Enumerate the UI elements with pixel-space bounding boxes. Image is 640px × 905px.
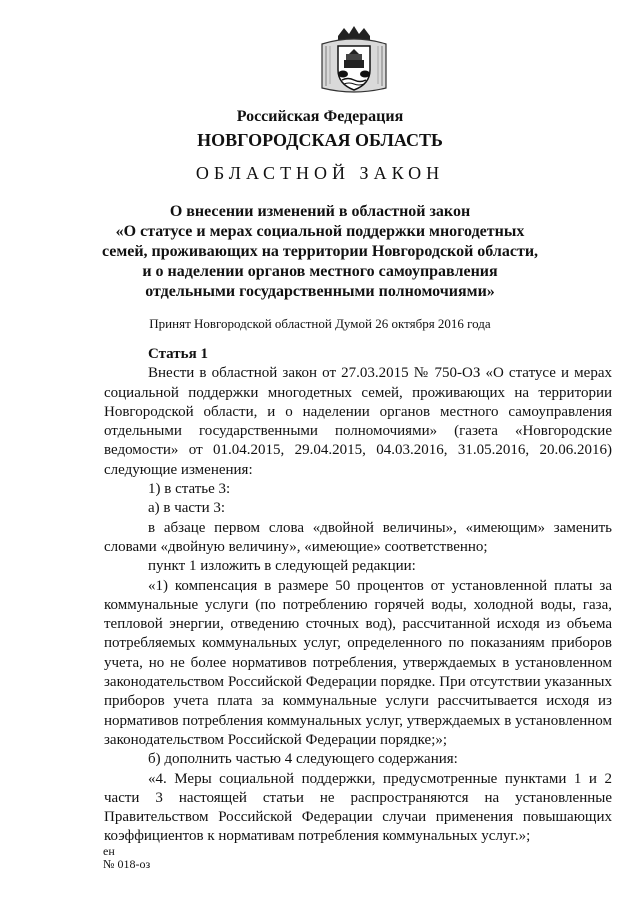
article-body bbox=[104, 345, 612, 847]
footer-initials: ен bbox=[103, 844, 115, 858]
country-name: Российская Федерация bbox=[236, 108, 404, 125]
article-paragraph: Внести в областной закон от 27.03.2015 № 750-ОЗ «О статусе и мерах социальной поддержки многодетных семей, проживающих на территории Новгородской области, и о наделении органов местного самоуправления отдельными государственными полномочиями» (газета «Новгородские ведомости» от 01.04.2015, 29.04.2015, 04.03.2016, 31.05.2016, 20.06.2016) следующие изменения: bbox=[104, 365, 612, 478]
article-paragraph: а) в части 3: bbox=[148, 500, 226, 517]
title-line: и о наделении органов местного самоуправления bbox=[142, 263, 498, 280]
coat-of-arms-icon bbox=[316, 22, 392, 98]
article-paragraph: «1) компенсация в размере 50 процентов от установленной платы за коммунальные услуги (по потреблению горячей воды, холодной воды, газа, тепловой энергии, отведению сточных вод), рассчитанной исходя из объема потребляемых коммунальных услуг, определенного по показаниям приборов учета, но не более нормативов потребления, утверждаемых в установленном законодательством Российской Федерации порядке. При отсутствии указанных приборов учета плата за коммунальные услуги рассчитывается исходя из нормативов потребления коммунальных услуг, утверждаемых в установленном законодательством Российской Федерации порядке;»; bbox=[104, 577, 612, 748]
document-type: ОБЛАСТНОЙ ЗАКОН bbox=[195, 163, 445, 183]
article-paragraph: в абзаце первом слова «двойной величины», «имеющим» заменить словами «двойную величину», «имеющие» соответственно; bbox=[104, 519, 612, 555]
law-title bbox=[100, 202, 540, 302]
title-line: отдельными государственными полномочиями» bbox=[145, 283, 495, 300]
adoption-note: Принят Новгородской областной Думой 26 октября 2016 года bbox=[149, 316, 491, 331]
article-paragraph: 1) в статье 3: bbox=[148, 481, 231, 498]
title-line: семей, проживающих на территории Новгородской области, bbox=[101, 243, 539, 260]
region-name: НОВГОРОДСКАЯ ОБЛАСТЬ bbox=[197, 130, 443, 150]
footer-number: № 018-оз bbox=[103, 857, 151, 871]
article-heading: Статья 1 bbox=[148, 346, 208, 362]
article-paragraph: пункт 1 изложить в следующей редакции: bbox=[148, 558, 416, 575]
article-paragraph: «4. Меры социальной поддержки, предусмотренные пунктами 1 и 2 части 3 настоящей статьи не распространяются на установленные Правительством Российской Федерации случаи применения повышающих коэффициентов к нормативам потребления коммунальных услуг.»; bbox=[104, 770, 612, 845]
title-line: «О статусе и мерах социальной поддержки многодетных bbox=[115, 223, 525, 240]
article-paragraph: б) дополнить частью 4 следующего содержания: bbox=[148, 751, 458, 768]
document-footer bbox=[103, 845, 150, 871]
title-line: О внесении изменений в областной закон bbox=[169, 203, 471, 220]
